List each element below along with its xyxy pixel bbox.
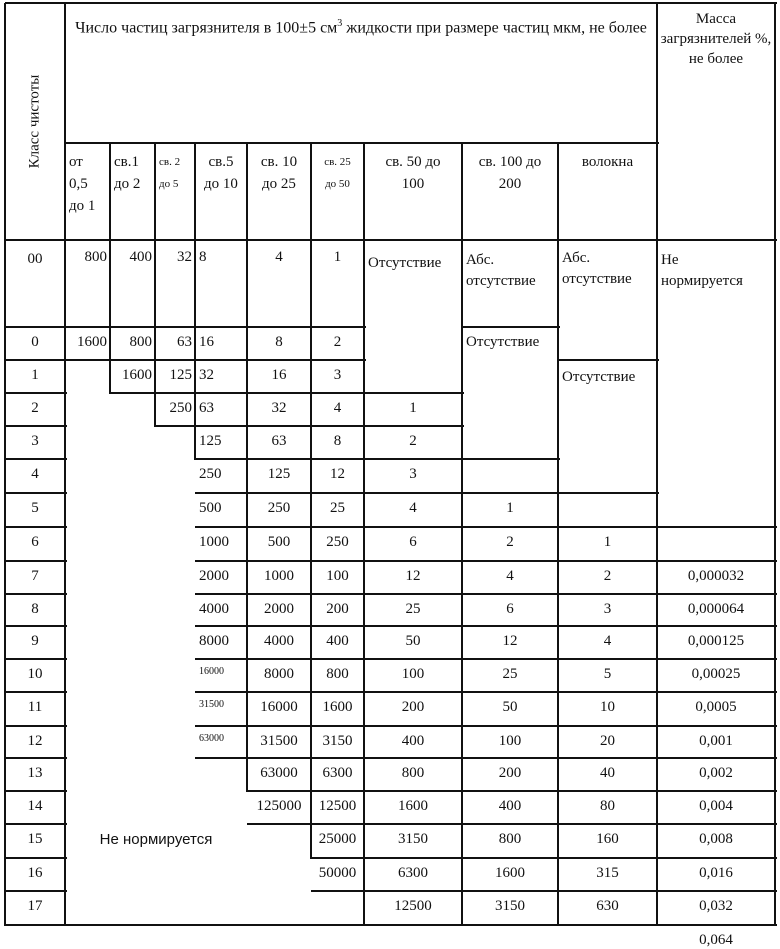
class-number: 14 — [27, 798, 43, 814]
col3-value: 63 — [177, 334, 192, 350]
size-header-line: до 1 — [69, 198, 96, 214]
size-header-line: св. 25 — [324, 156, 351, 168]
col4-value: 250 — [199, 466, 222, 482]
size-header-line: св.5 — [208, 154, 234, 170]
class-number: 5 — [31, 500, 39, 516]
class-number: 2 — [31, 400, 39, 416]
class-number: 6 — [31, 534, 39, 550]
size-header-line: 100 — [401, 176, 425, 192]
col8-value: 12 — [502, 633, 518, 649]
col7-value: 25 — [405, 601, 421, 617]
class-number: 8 — [31, 601, 39, 617]
size-header-line: до 25 — [262, 176, 296, 192]
col4-value: 63000 — [199, 733, 224, 744]
mass-value: 0,032 — [699, 898, 733, 914]
col7-value: 3 — [409, 466, 417, 482]
col6-value: 2 — [333, 334, 342, 350]
col8-abs-absent — [462, 240, 558, 327]
col7-value: 100 — [401, 666, 425, 682]
col5-value: 31500 — [260, 733, 298, 749]
size-header-line: св.1 — [114, 154, 139, 170]
col4-value: 16 — [199, 334, 214, 350]
class-number: 9 — [31, 633, 39, 649]
size-header-line: св. 50 до — [385, 154, 441, 170]
col6-value: 8 — [333, 433, 342, 449]
col4-value: 32 — [199, 367, 214, 383]
col3-value: 32 — [177, 249, 192, 265]
col9-value: 630 — [596, 898, 619, 914]
col9-abs-absent — [558, 240, 657, 327]
class-number: 16 — [27, 865, 43, 881]
size-header-line: св. 100 до — [478, 154, 542, 170]
col6-value: 400 — [326, 633, 349, 649]
col6-value: 25000 — [318, 831, 357, 847]
size-header-line: до 5 — [159, 178, 179, 190]
class-number: 1 — [31, 367, 39, 383]
col5-value: 125 — [267, 466, 291, 482]
col6-value: 3150 — [322, 733, 353, 749]
size-header-4 — [195, 143, 247, 195]
size-header-9 — [558, 143, 657, 173]
col5-value: 1000 — [264, 568, 294, 584]
col9-value: 3 — [603, 601, 612, 617]
cubic-superscript: 3 — [337, 18, 343, 29]
col8-value: 50 — [502, 699, 518, 715]
col7-value: 400 — [401, 733, 425, 749]
size-header-3 — [155, 143, 195, 195]
col7-value: 50 — [405, 633, 421, 649]
col6-value: 4 — [333, 400, 342, 416]
size-header-7 — [364, 143, 462, 195]
col6-value: 12 — [330, 466, 345, 482]
mass-column-header: Масса загрязнителей %, не более — [660, 11, 772, 67]
mass-not-normed-line: нормируется — [661, 273, 743, 289]
col9-abs-line: Абс. — [562, 250, 591, 266]
col8-value: 6 — [506, 601, 514, 617]
col5-value: 500 — [267, 534, 291, 550]
mass-value: 0,016 — [699, 865, 733, 881]
count-header-text-end: жидкости при размере частиц мкм, не более — [342, 19, 647, 37]
col7-value: 4 — [409, 500, 417, 516]
col6-value: 250 — [326, 534, 349, 550]
class-number: 10 — [27, 666, 43, 682]
col5-value: 63000 — [260, 765, 298, 781]
col5-value: 125000 — [256, 798, 302, 814]
size-header-line: до 10 — [204, 176, 238, 192]
size-header-6 — [311, 143, 364, 195]
mass-not-normed-line: Не — [661, 252, 679, 268]
size-header-line: до 50 — [325, 178, 350, 190]
col7-absent: Отсутствие — [368, 255, 442, 271]
mass-value: 0,000125 — [687, 633, 745, 649]
col5-value: 8 — [275, 334, 283, 350]
col2-value: 400 — [129, 249, 152, 265]
size-header-line: св. 10 — [260, 154, 298, 170]
col4-value: 4000 — [199, 601, 229, 617]
col3-value: 125 — [169, 367, 192, 383]
col8-value: 800 — [498, 831, 522, 847]
col8-value: 100 — [498, 733, 522, 749]
col9-absent: Отсутствие — [562, 369, 636, 385]
col5-value: 16000 — [260, 699, 298, 715]
count-header-text: Число частиц загрязнителя в 100±5 см — [75, 19, 338, 37]
size-header-line: 0,5 — [69, 176, 88, 192]
col7-value: 2 — [409, 433, 417, 449]
col7-value: 6300 — [398, 865, 428, 881]
col1-value: 800 — [84, 249, 107, 265]
col7-value: 12 — [405, 568, 421, 584]
col4-value: 31500 — [199, 699, 224, 710]
col9-value: 80 — [600, 798, 615, 814]
col7-value: 200 — [401, 699, 425, 715]
size-header-line: от — [69, 154, 83, 170]
col8-value: 1 — [506, 500, 514, 516]
col8-value: 200 — [498, 765, 522, 781]
class-number: 3 — [31, 433, 39, 449]
particle-count-header — [65, 3, 657, 38]
col4-value: 63 — [199, 400, 214, 416]
col6-value: 1600 — [322, 699, 353, 715]
col9-value: 160 — [596, 831, 619, 847]
col9-value: 2 — [603, 568, 612, 584]
col2-value: 800 — [129, 334, 152, 350]
col9-value: 10 — [600, 699, 615, 715]
mass-value: 0,064 — [699, 932, 733, 948]
col7-value: 1600 — [398, 798, 428, 814]
col6-value: 800 — [326, 666, 349, 682]
col4-value: 16000 — [199, 666, 224, 677]
class-number: 0 — [31, 334, 39, 350]
class-number: 11 — [27, 699, 43, 715]
size-header-2 — [110, 143, 155, 195]
class-column-header: Класс чистоты — [26, 74, 43, 168]
col6-value: 200 — [326, 601, 349, 617]
col5-value: 63 — [271, 433, 287, 449]
mass-value: 0,008 — [699, 831, 733, 847]
col6-value: 3 — [333, 367, 342, 383]
col5-value: 32 — [271, 400, 287, 416]
col7-value: 3150 — [398, 831, 428, 847]
col4-value: 1000 — [199, 534, 229, 550]
col8-abs-line: Абс. — [466, 252, 495, 268]
col7-value: 6 — [409, 534, 417, 550]
col8-value: 400 — [498, 798, 522, 814]
mass-value: 0,0005 — [695, 699, 737, 715]
size-header-line: 200 — [498, 176, 522, 192]
col5-value: 4 — [275, 249, 283, 265]
mass-value: 0,000064 — [687, 601, 745, 617]
grid-line — [462, 458, 560, 460]
col6-value: 1 — [333, 249, 342, 265]
col9-value: 315 — [596, 865, 619, 881]
col4-value: 2000 — [199, 568, 229, 584]
mass-value: 0,004 — [699, 798, 733, 814]
col6-value: 50000 — [318, 865, 357, 881]
col9-value: 5 — [603, 666, 612, 682]
class-number: 17 — [27, 898, 43, 914]
size-header-line: св. 2 — [159, 156, 181, 168]
col9-value: 1 — [603, 534, 612, 550]
col8-abs-line: отсутствие — [466, 273, 536, 289]
class-number: 4 — [31, 466, 39, 482]
size-header-8 — [462, 143, 558, 195]
mass-not-normed — [657, 240, 775, 327]
grid-line — [558, 492, 659, 494]
size-header-5 — [247, 143, 311, 195]
col8-value: 25 — [502, 666, 518, 682]
col4-value: 8 — [199, 249, 207, 265]
col9-value: 4 — [603, 633, 612, 649]
col8-value: 4 — [506, 568, 514, 584]
size-header-line: волокна — [581, 154, 634, 170]
col5-value: 8000 — [264, 666, 294, 682]
size-header-line: до 2 — [114, 176, 141, 192]
col5-value: 4000 — [264, 633, 294, 649]
lower-not-normed: Не нормируется — [99, 831, 213, 848]
col6-value: 6300 — [322, 765, 353, 781]
class-number: 13 — [27, 765, 43, 781]
col5-value: 2000 — [264, 601, 294, 617]
col9-value: 40 — [600, 765, 615, 781]
col2-value: 1600 — [122, 367, 152, 383]
col4-value: 125 — [199, 433, 222, 449]
col1-value: 1600 — [77, 334, 107, 350]
mass-value: 0,001 — [699, 733, 733, 749]
col7-value: 12500 — [394, 898, 432, 914]
col4-value: 500 — [199, 500, 222, 516]
col7-value: 800 — [401, 765, 425, 781]
class-number: 00 — [27, 251, 43, 267]
col6-value: 100 — [326, 568, 349, 584]
col9-abs-line: отсутствие — [562, 271, 632, 287]
col7-value: 1 — [409, 400, 417, 416]
class-number: 7 — [31, 568, 39, 584]
col3-value: 250 — [169, 400, 192, 416]
col8-absent: Отсутствие — [466, 334, 540, 350]
mass-value: 0,002 — [699, 765, 733, 781]
size-header-1 — [65, 143, 110, 217]
mass-value: 0,000032 — [687, 568, 745, 584]
col8-value: 1600 — [495, 865, 525, 881]
col4-value: 8000 — [199, 633, 229, 649]
col8-value: 3150 — [495, 898, 525, 914]
class-number: 15 — [27, 831, 43, 847]
col6-value: 12500 — [318, 798, 357, 814]
col9-value: 20 — [600, 733, 615, 749]
grid-line — [657, 526, 777, 528]
col8-value: 2 — [506, 534, 514, 550]
col6-value: 25 — [330, 500, 345, 516]
col5-value: 250 — [267, 500, 291, 516]
mass-value: 0,00025 — [691, 666, 741, 682]
class-number: 12 — [27, 733, 43, 749]
col5-value: 16 — [271, 367, 287, 383]
